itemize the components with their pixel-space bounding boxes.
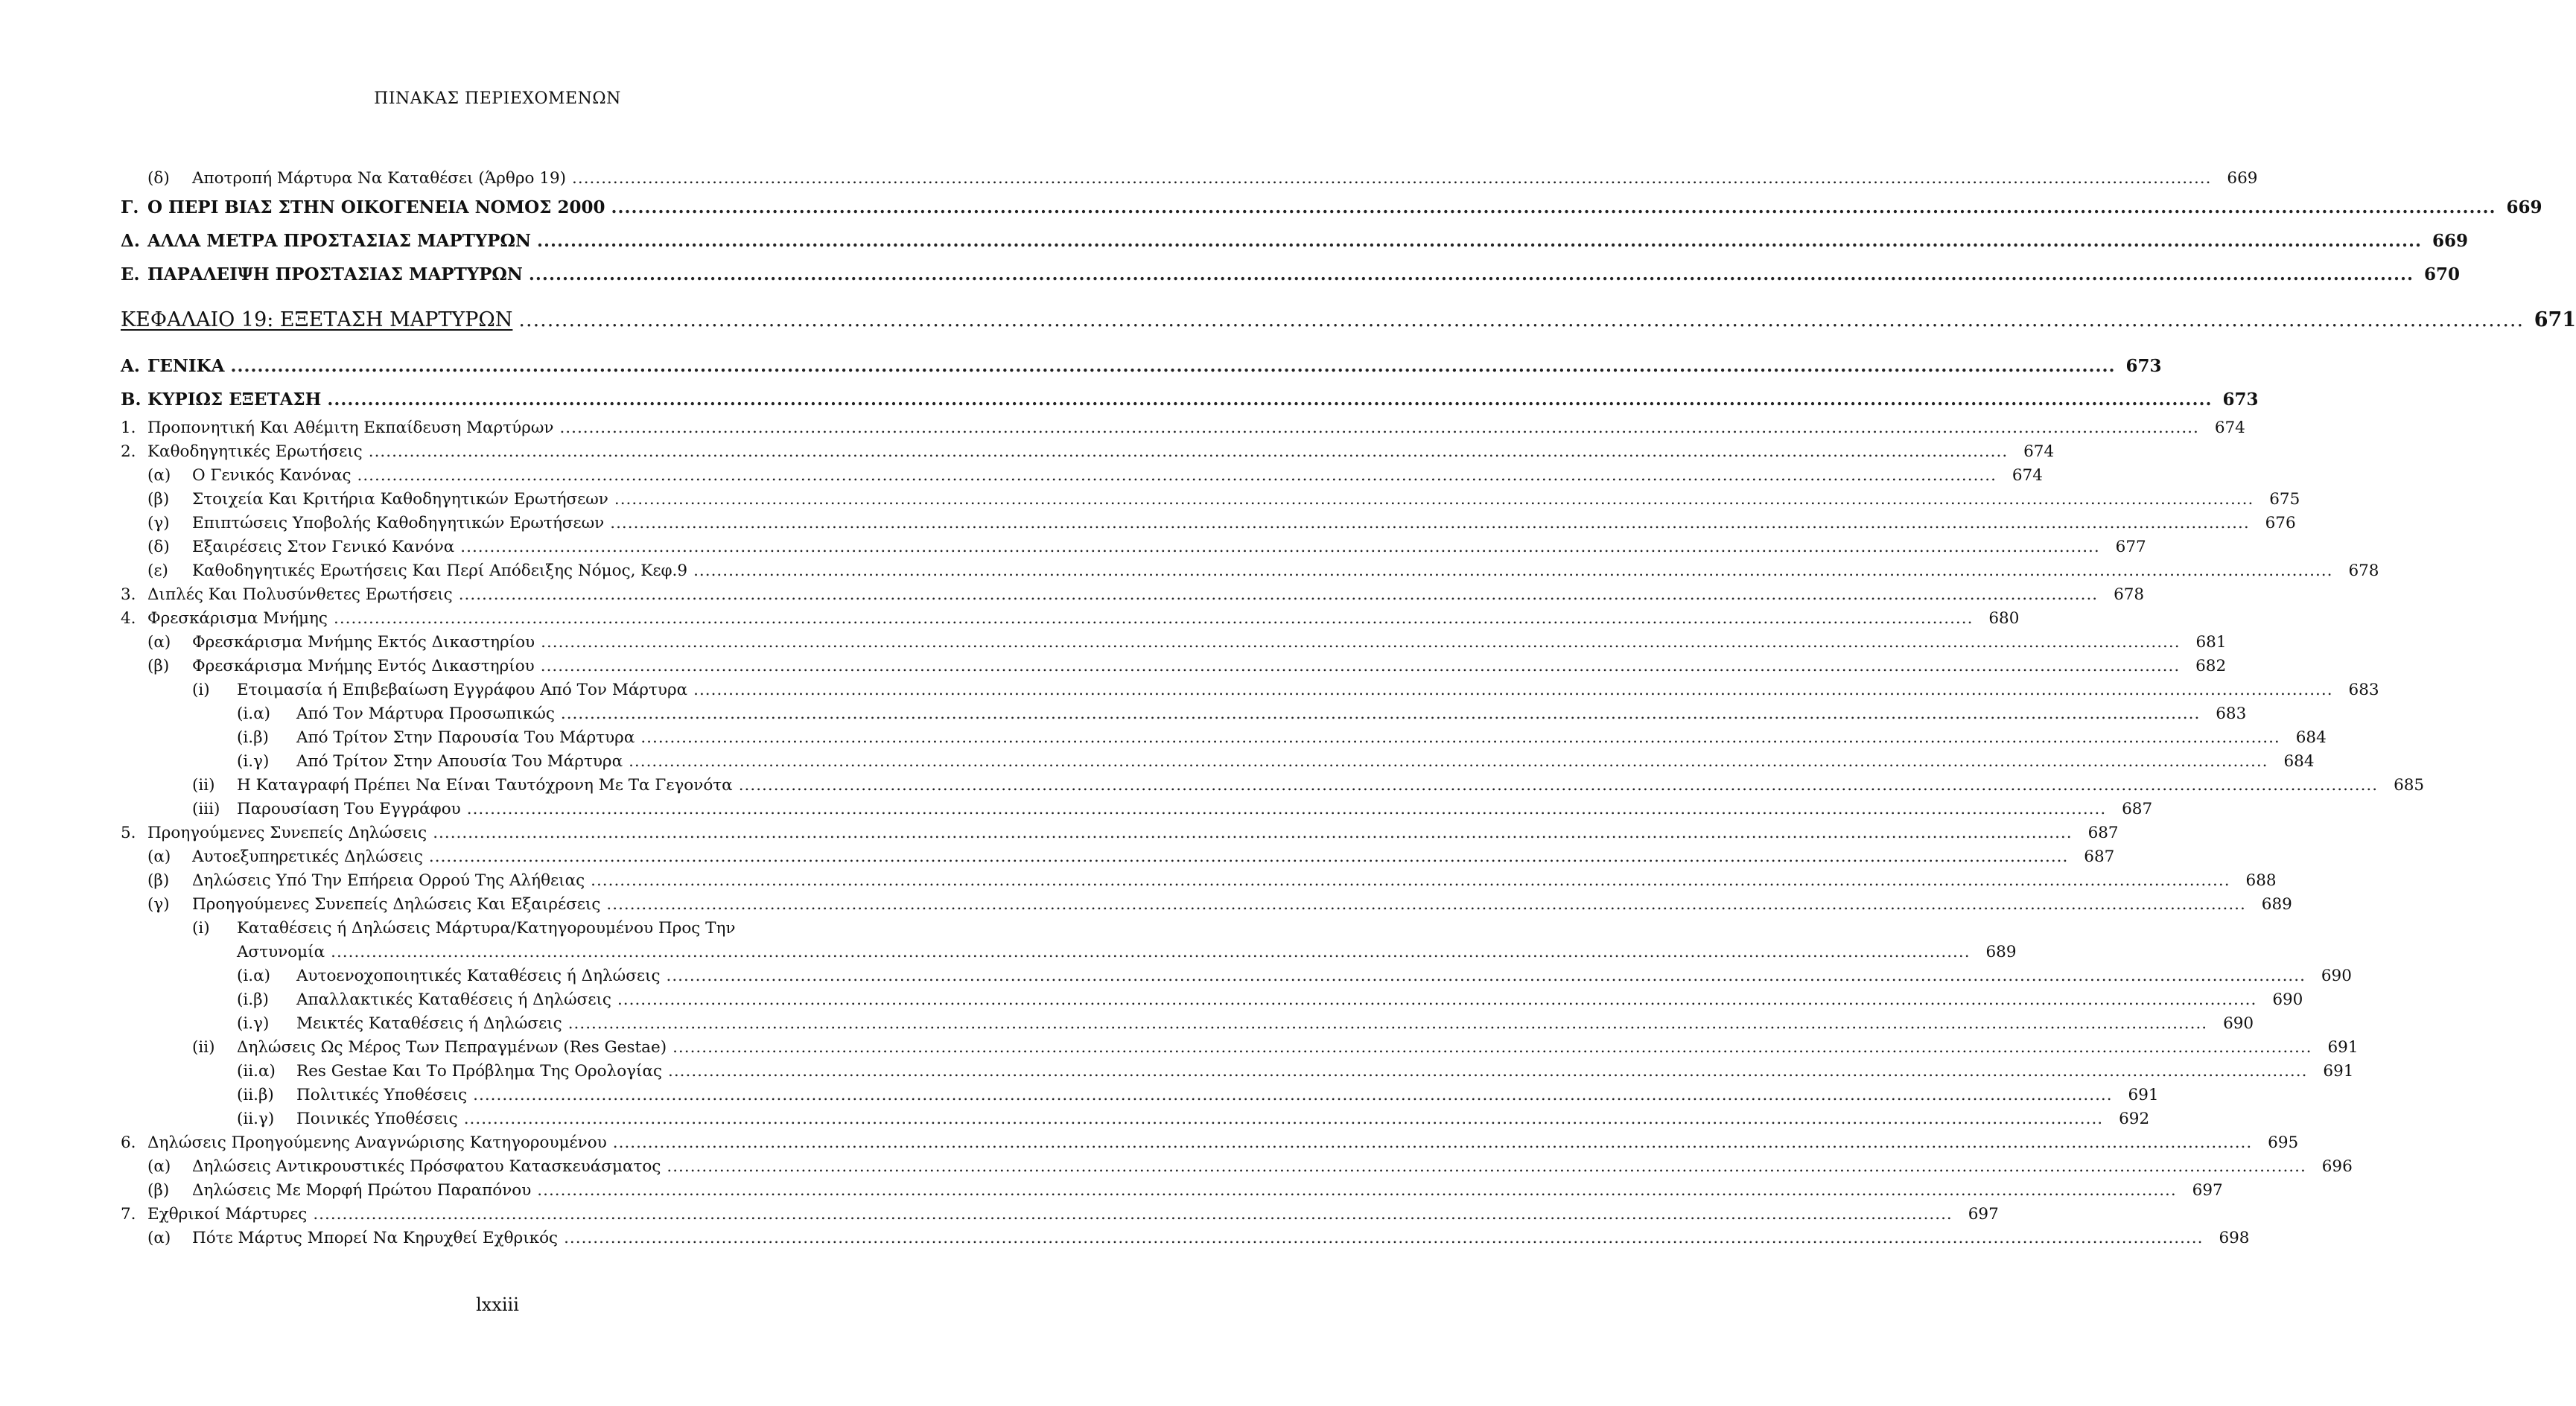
toc-entry-leader: [529, 258, 2414, 291]
toc-entry-number: (β): [147, 871, 170, 890]
toc-entry-leader: [334, 607, 1973, 631]
toc-entry-page: 670: [2423, 264, 2460, 284]
toc-entry-label: Ποινικές Υποθέσεις: [296, 1110, 458, 1128]
toc-entry-leader: [433, 821, 2072, 845]
toc-entry-page: 669: [2227, 169, 2258, 188]
toc-entry-page: 685: [2394, 776, 2425, 795]
toc-entry-label: Αποτροπή Μάρτυρα Να Καταθέσει (Άρθρο 19): [192, 169, 567, 188]
toc-entry-label: Καθοδηγητικές Ερωτήσεις: [147, 442, 363, 461]
toc-entry-number: 6.: [121, 1133, 136, 1152]
toc-entry: [121, 893, 2292, 917]
toc-entry-label: Res Gestae Και Το Πρόβλημα Της Ορολογίας: [296, 1062, 663, 1081]
toc-entry: [121, 297, 2576, 343]
toc-entry-label: ΠΑΡΑΛΕΙΨΗ ΠΡΟΣΤΑΣΙΑΣ ΜΑΡΤΥΡΩΝ: [147, 264, 523, 284]
toc-entry-page: 690: [2272, 990, 2303, 1009]
toc-entry: [121, 224, 2469, 258]
toc-entry: [121, 1060, 2354, 1084]
toc-entry-label: Φρεσκάρισμα Μνήμης Εκτός Δικαστηρίου: [192, 633, 535, 652]
toc-entry: [121, 349, 2162, 383]
toc-entry: [121, 917, 2017, 964]
toc-entry-label: Καταθέσεις ή Δηλώσεις Μάρτυρα/Κατηγορουμένου Προς Την: [237, 919, 736, 938]
toc-entry-page: 673: [2222, 389, 2259, 410]
toc-entry-leader: [610, 512, 2249, 535]
toc-entry-label: Διπλές Και Πολυσύνθετες Ερωτήσεις: [147, 585, 453, 604]
toc-entry-page: 698: [2219, 1229, 2250, 1247]
toc-entry-page: 684: [2295, 728, 2327, 747]
toc-entry-page: 669: [2506, 197, 2542, 217]
toc-entry: [121, 1179, 2223, 1203]
toc-entry: [121, 678, 2379, 702]
toc-entry-number: 4.: [121, 609, 136, 628]
toc-entry-label: Δηλώσεις Ως Μέρος Των Πεπραγμένων (Res Gestae): [237, 1038, 667, 1057]
toc-entry: [121, 845, 2115, 869]
toc-entry: [121, 702, 2247, 726]
toc-entry-leader: [672, 1036, 2312, 1060]
toc-entry-number: (i): [192, 919, 210, 938]
toc-entry-leader: [464, 1107, 2103, 1131]
page-header-title: ΠΙΝΑΚΑΣ ΠΕΡΙΕΧΟΜΕΝΩΝ: [374, 89, 621, 108]
toc-entry: [121, 726, 2327, 750]
toc-entry: [121, 258, 2460, 291]
toc-entry-label: Εχθρικοί Μάρτυρες: [147, 1205, 308, 1224]
toc-entry-page: 678: [2114, 585, 2145, 604]
toc-entry-number: (δ): [147, 538, 170, 556]
toc-entry-label: Από Τον Μάρτυρα Προσωπικώς: [296, 704, 555, 723]
toc-entry: [121, 964, 2352, 988]
toc-entry-page: 673: [2125, 356, 2162, 376]
toc-entry-page: 688: [2245, 871, 2277, 890]
toc-entry: [121, 869, 2277, 893]
toc-entry-number: Α.: [121, 356, 140, 376]
toc-entry-number: (i.β): [237, 990, 269, 1009]
toc-entry-number: (ii.α): [237, 1062, 276, 1081]
toc-entry-label: Αυτοεξυπηρετικές Δηλώσεις: [192, 847, 423, 866]
toc-entry-leader: [568, 1012, 2207, 1036]
toc-entry-page: 678: [2348, 562, 2379, 580]
toc-entry-page: 695: [2268, 1133, 2299, 1152]
toc-entry: [121, 535, 2146, 559]
toc-entry-leader: [357, 464, 1997, 488]
toc-entry-page: 683: [2348, 681, 2379, 699]
toc-entry-leader: [564, 1227, 2203, 1250]
toc-entry-leader: [313, 1203, 1952, 1227]
toc-entry-leader: [739, 774, 2378, 798]
toc-entry-label: Επιπτώσεις Υποβολής Καθοδηγητικών Ερωτήσεων: [192, 514, 605, 532]
toc-entry-continuation: [237, 941, 2017, 964]
toc-entry-page: 676: [2265, 514, 2296, 532]
toc-entry-label: Φρεσκάρισμα Μνήμης: [147, 609, 328, 628]
toc-entry: [121, 1036, 2359, 1060]
toc-entry-page: 684: [2283, 752, 2315, 771]
toc-entry-label: Η Καταγραφή Πρέπει Να Είναι Ταυτόχρονη Με Τα Γεγονότα: [237, 776, 733, 795]
toc-entry: [121, 821, 2119, 845]
toc-entry: [121, 1227, 2250, 1250]
toc-entry-number: Δ.: [121, 231, 140, 251]
toc-entry-number: (i.α): [237, 967, 271, 985]
toc-entry-leader: [230, 349, 2115, 383]
toc-entry-number: (i.α): [237, 704, 271, 723]
toc-entry: [121, 488, 2300, 512]
toc-entry-page: 675: [2269, 490, 2300, 509]
toc-entry-leader: [537, 224, 2422, 258]
toc-entry-number: (β): [147, 1181, 170, 1200]
toc-entry-leader: [467, 798, 2106, 821]
toc-entry-leader: [460, 535, 2099, 559]
toc-entry-label: ΚΥΡΙΩΣ ΕΞΕΤΑΣΗ: [147, 389, 322, 410]
toc-entry-page: 687: [2084, 847, 2115, 866]
toc-entry-page: 683: [2216, 704, 2247, 723]
toc-entry-label: Προπονητική Και Αθέμιτη Εκπαίδευση Μαρτύρων: [147, 419, 554, 437]
toc-entry-leader: [613, 1131, 2252, 1155]
toc-entry: [121, 167, 2258, 191]
toc-entry-leader: [667, 964, 2306, 988]
toc-entry-leader: [459, 583, 2098, 607]
toc-entry-leader: [559, 416, 2198, 440]
toc-entry: [121, 798, 2153, 821]
toc-entry: [121, 440, 2055, 464]
toc-entry: [121, 1131, 2299, 1155]
toc-entry-number: 1.: [121, 419, 136, 437]
toc-entry: [121, 1084, 2159, 1107]
toc-entry-page: 682: [2195, 657, 2227, 675]
toc-entry-number: (ε): [147, 562, 168, 580]
toc-entry-label: Φρεσκάρισμα Μνήμης Εντός Δικαστηρίου: [192, 657, 535, 675]
toc-entry-number: (β): [147, 657, 170, 675]
toc-entry-page: 692: [2119, 1110, 2150, 1128]
toc-entry-number: (δ): [147, 169, 170, 188]
toc-entry: [121, 1012, 2254, 1036]
toc-entry: [121, 1155, 2353, 1179]
toc-entry-label: Πότε Μάρτυς Μπορεί Να Κηρυχθεί Εχθρικός: [192, 1229, 559, 1247]
toc-entry: [121, 1203, 1999, 1227]
toc-entry-page: 687: [2087, 824, 2119, 842]
toc-entry-page: 697: [1968, 1205, 1999, 1224]
toc-entry-number: 5.: [121, 824, 136, 842]
toc-entry-leader: [331, 941, 1970, 964]
toc-entry: [121, 583, 2145, 607]
toc-entry-number: (α): [147, 466, 171, 485]
toc-entry-page: 690: [2223, 1014, 2254, 1033]
toc-entry-page: 677: [2115, 538, 2146, 556]
toc-entry-page: 691: [2327, 1038, 2359, 1057]
toc-entry-page: 689: [1985, 943, 2017, 961]
toc-entry-leader: [327, 383, 2212, 416]
toc-entry-label: Στοιχεία Και Κριτήρια Καθοδηγητικών Ερωτήσεων: [192, 490, 608, 509]
toc-entry-label: Ετοιμασία ή Επιβεβαίωση Εγγράφου Από Τον Μάρτυρα: [237, 681, 688, 699]
toc-entry-label: Δηλώσεις Αντικρουστικές Πρόσφατου Κατασκευάσματος: [192, 1157, 661, 1176]
toc-entry-number: (α): [147, 1157, 171, 1176]
toc-entry: [121, 191, 2542, 224]
toc-entry-wrapped-label: [237, 917, 2017, 964]
toc-entry: [121, 512, 2296, 535]
toc-entry-number: (i): [192, 681, 210, 699]
toc-entry-page: 680: [1988, 609, 2020, 628]
toc-entry-label-continued: Αστυνομία: [237, 943, 325, 961]
toc-entry-leader: [640, 726, 2280, 750]
toc-entry-leader: [693, 559, 2332, 583]
toc-entry-number: (iii): [192, 800, 220, 818]
toc-entry-label: ΚΕΦΑΛΑΙΟ 19: ΕΞΕΤΑΣΗ ΜΑΡΤΥΡΩΝ: [121, 308, 513, 331]
toc-entry-number: (ii): [192, 776, 215, 795]
toc-entry-page: 689: [2261, 895, 2292, 914]
toc-entry-label: Πολιτικές Υποθέσεις: [296, 1086, 468, 1104]
toc-entry-label: Καθοδηγητικές Ερωτήσεις Και Περί Απόδειξης Νόμος, Κεφ.9: [192, 562, 688, 580]
toc-entry: [121, 631, 2227, 655]
toc-entry-number: (α): [147, 847, 171, 866]
toc-entry-leader: [614, 488, 2254, 512]
toc-entry-label: Παρουσίαση Του Εγγράφου: [237, 800, 461, 818]
toc-entry-leader: [537, 1179, 2176, 1203]
toc-entry: [121, 1107, 2150, 1131]
toc-entry-leader: [541, 655, 2180, 678]
toc-entry-label: Απαλλακτικές Καταθέσεις ή Δηλώσεις: [296, 990, 611, 1009]
spacer: [121, 343, 892, 349]
toc-entry-number: (γ): [147, 514, 170, 532]
toc-entry-leader: [668, 1060, 2307, 1084]
toc-entry-page: 669: [2432, 231, 2469, 251]
toc-entry-label: Ο Γενικός Κανόνας: [192, 466, 352, 485]
toc-entry-leader: [518, 297, 2524, 343]
toc-entry-page: 674: [2023, 442, 2055, 461]
toc-entry-page: 691: [2323, 1062, 2354, 1081]
toc-entry-page: 687: [2122, 800, 2153, 818]
toc-entry-number: (ii): [192, 1038, 215, 1057]
toc-entry-leader: [572, 167, 2211, 191]
toc-entry-number: (α): [147, 633, 171, 652]
toc-entry-leader: [429, 845, 2068, 869]
toc-entry-page: 690: [2321, 967, 2352, 985]
toc-entry-leader: [561, 702, 2200, 726]
toc-entry-page: 696: [2321, 1157, 2353, 1176]
toc-entry-number: (i.β): [237, 728, 269, 747]
toc-entry-number: (β): [147, 490, 170, 509]
toc-entry-leader: [629, 750, 2268, 774]
toc-entry-number: (γ): [147, 895, 170, 914]
toc-entry: [121, 559, 2379, 583]
toc-entry-number: Β.: [121, 389, 141, 410]
toc-entry-label: ΑΛΛΑ ΜΕΤΡΑ ΠΡΟΣΤΑΣΙΑΣ ΜΑΡΤΥΡΩΝ: [147, 231, 531, 251]
toc-entry: [121, 655, 2227, 678]
toc-entry-page: 681: [2195, 633, 2227, 652]
toc-entry-leader: [611, 191, 2496, 224]
toc-entry-page: 674: [2011, 466, 2043, 485]
toc-entry-leader: [617, 988, 2257, 1012]
toc-entry: [121, 774, 2425, 798]
toc-entry: [121, 464, 2043, 488]
toc-entry-number: (ii.β): [237, 1086, 274, 1104]
toc-entry-label: Εξαιρέσεις Στον Γενικό Κανόνα: [192, 538, 455, 556]
toc-entry-label: Ο ΠΕΡΙ ΒΙΑΣ ΣΤΗΝ ΟΙΚΟΓΕΝΕΙΑ ΝΟΜΟΣ 2000: [147, 197, 605, 217]
toc-entry-number: Ε.: [121, 264, 140, 284]
toc-entry: [121, 416, 2245, 440]
toc-entry-leader: [541, 631, 2180, 655]
toc-entry-page: 697: [2192, 1181, 2223, 1200]
toc-entry-leader: [369, 440, 2008, 464]
toc-entry-leader: [606, 893, 2245, 917]
toc-entry-number: 7.: [121, 1205, 136, 1224]
toc-entry-label: Δηλώσεις Υπό Την Επήρεια Ορρού Της Αλήθειας: [192, 871, 585, 890]
toc-entry: [121, 607, 2020, 631]
toc-entry-label: Μεικτές Καταθέσεις ή Δηλώσεις: [296, 1014, 562, 1033]
toc-entry-page: 674: [2214, 419, 2245, 437]
toc-entry-page: 691: [2128, 1086, 2159, 1104]
toc-entry-label: ΓΕΝΙΚΑ: [147, 356, 225, 376]
toc-entry-label: Δηλώσεις Προηγούμενης Αναγνώρισης Κατηγορουμένου: [147, 1133, 607, 1152]
toc-entry-number: (α): [147, 1229, 171, 1247]
toc-entry-label: Προηγούμενες Συνεπείς Δηλώσεις: [147, 824, 427, 842]
toc-entry: [121, 988, 2303, 1012]
toc-entry-number: Γ.: [121, 197, 139, 217]
toc-entry-number: (i.γ): [237, 1014, 270, 1033]
toc-entry-number: (i.γ): [237, 752, 270, 771]
toc-entry-leader: [591, 869, 2230, 893]
toc-entry-number: 2.: [121, 442, 136, 461]
toc-entry: [121, 750, 2315, 774]
toc-entry-number: (ii.γ): [237, 1110, 275, 1128]
toc-entry-number: 3.: [121, 585, 136, 604]
toc-entry-label: Δηλώσεις Με Μορφή Πρώτου Παραπόνου: [192, 1181, 532, 1200]
toc-entry-leader: [693, 678, 2332, 702]
toc-entry-label: Από Τρίτον Στην Απουσία Του Μάρτυρα: [296, 752, 623, 771]
toc-entry-leader: [473, 1084, 2112, 1107]
toc-entry-label: Προηγούμενες Συνεπείς Δηλώσεις Και Εξαιρέσεις: [192, 895, 601, 914]
toc-entry-label: Αυτοενοχοποιητικές Καταθέσεις ή Δηλώσεις: [296, 967, 661, 985]
toc-entry-leader: [667, 1155, 2306, 1179]
toc-entry-page: 671: [2534, 308, 2576, 331]
toc-entry: [121, 383, 2259, 416]
toc-entry-label: Από Τρίτον Στην Παρουσία Του Μάρτυρα: [296, 728, 635, 747]
table-of-contents: [121, 167, 2576, 1250]
page-number: lxxiii: [476, 1294, 519, 1315]
